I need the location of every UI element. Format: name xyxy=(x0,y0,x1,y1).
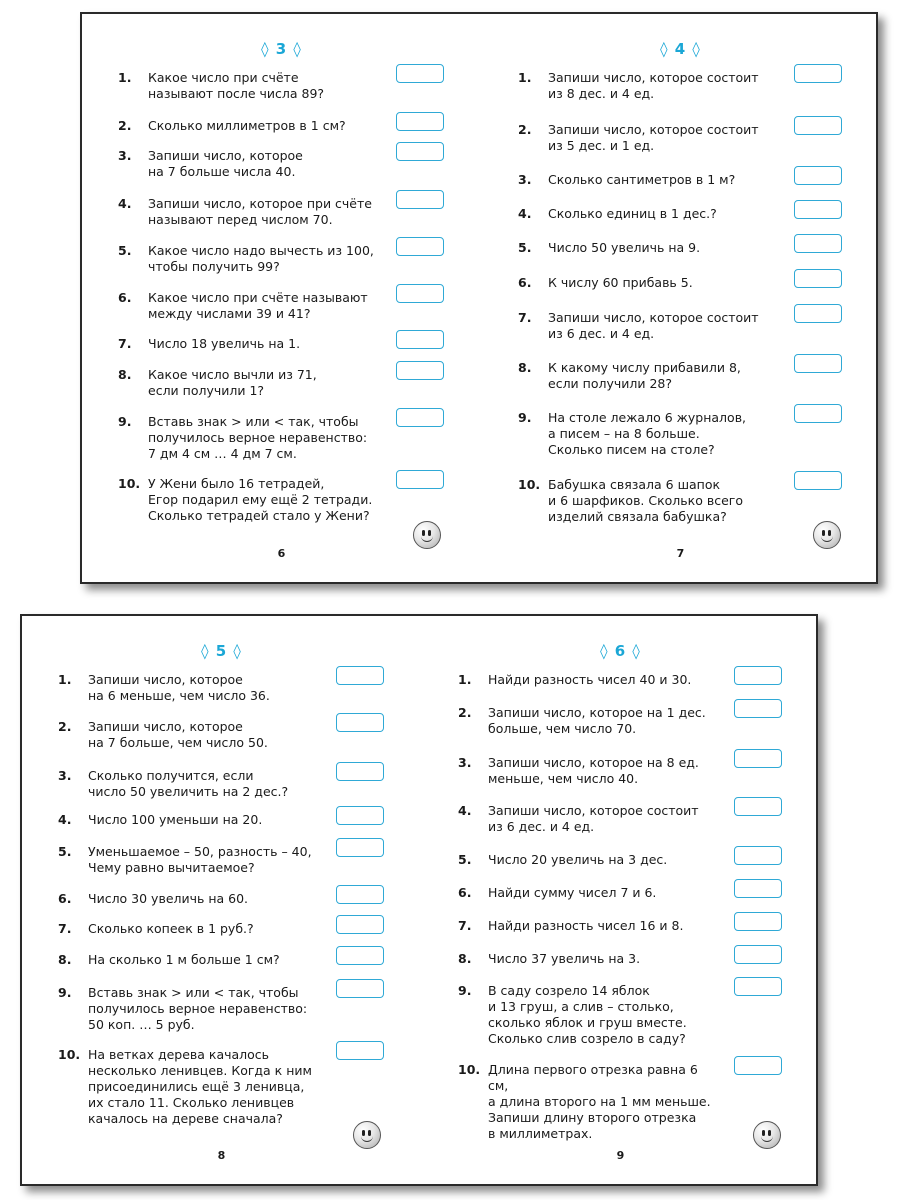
question-text: Запиши число, которое состоит из 6 дес. и 4 ед. xyxy=(548,310,759,341)
answer-box[interactable] xyxy=(336,838,384,857)
answer-box[interactable] xyxy=(336,885,384,904)
answer-box[interactable] xyxy=(336,806,384,825)
answer-box[interactable] xyxy=(794,404,842,423)
question-text: Найди разность чисел 16 и 8. xyxy=(488,918,684,933)
answer-box[interactable] xyxy=(794,269,842,288)
page-number: 9 xyxy=(616,1149,625,1162)
answer-box[interactable] xyxy=(396,361,444,380)
answer-box[interactable] xyxy=(396,470,444,489)
question-text: Бабушка связала 6 шапок и 6 шарфиков. Сколько всего изделий связала бабушка? xyxy=(548,477,743,524)
page-6 xyxy=(82,14,481,582)
question-number: 3. xyxy=(58,768,72,783)
answer-box[interactable] xyxy=(794,116,842,135)
question-number: 1. xyxy=(58,672,72,687)
question-number: 1. xyxy=(458,672,472,687)
page-title: ◊ 5 ◊ xyxy=(201,642,242,660)
answer-box[interactable] xyxy=(734,977,782,996)
answer-box[interactable] xyxy=(794,471,842,490)
question-text: Сколько копеек в 1 руб.? xyxy=(88,921,254,936)
question-text: Запиши число, которое на 1 дес. больше, чем число 70. xyxy=(488,705,706,736)
answer-box[interactable] xyxy=(734,945,782,964)
question-number: 7. xyxy=(458,918,472,933)
question-number: 8. xyxy=(58,952,72,967)
question-text: Сколько миллиметров в 1 см? xyxy=(148,118,346,133)
question-text: Число 37 увеличь на 3. xyxy=(488,951,641,966)
question-text: Какое число при счёте называют между числами 39 и 41? xyxy=(148,290,368,321)
page-title: ◊ 4 ◊ xyxy=(660,40,701,58)
question-number: 3. xyxy=(518,172,532,187)
question-text: Запиши число, которое на 7 больше числа 40. xyxy=(148,148,303,179)
answer-box[interactable] xyxy=(734,699,782,718)
question-text: Число 20 увеличь на 3 дес. xyxy=(488,852,668,867)
question-number: 5. xyxy=(458,852,472,867)
question-text: Сколько сантиметров в 1 м? xyxy=(548,172,736,187)
answer-box[interactable] xyxy=(336,915,384,934)
question-number: 4. xyxy=(518,206,532,221)
page-title: ◊ 6 ◊ xyxy=(600,642,641,660)
smiley-face-icon xyxy=(353,1121,381,1149)
answer-box[interactable] xyxy=(336,762,384,781)
question-text: К числу 60 прибавь 5. xyxy=(548,275,693,290)
answer-box[interactable] xyxy=(336,946,384,965)
question-text: Запиши число, которое на 8 ед. меньше, чем число 40. xyxy=(488,755,699,786)
question-text: Найди сумму чисел 7 и 6. xyxy=(488,885,657,900)
question-text: Запиши число, которое на 6 меньше, чем число 36. xyxy=(88,672,270,703)
question-number: 3. xyxy=(118,148,132,163)
answer-box[interactable] xyxy=(734,846,782,865)
answer-box[interactable] xyxy=(734,879,782,898)
question-text: Число 30 увеличь на 60. xyxy=(88,891,249,906)
question-number: 7. xyxy=(518,310,532,325)
answer-box[interactable] xyxy=(396,142,444,161)
answer-box[interactable] xyxy=(734,1056,782,1075)
question-text: У Жени было 16 тетрадей, Егор подарил ему ещё 2 тетради. Сколько тетрадей стало у Жени? xyxy=(148,476,373,523)
answer-box[interactable] xyxy=(734,797,782,816)
answer-box[interactable] xyxy=(396,284,444,303)
question-number: 5. xyxy=(518,240,532,255)
page-number: 6 xyxy=(277,547,286,560)
question-text: Запиши число, которое при счёте называют перед числом 70. xyxy=(148,196,372,227)
question-number: 5. xyxy=(58,844,72,859)
answer-box[interactable] xyxy=(794,166,842,185)
page-title: ◊ 3 ◊ xyxy=(261,40,302,58)
answer-box[interactable] xyxy=(396,330,444,349)
question-text: Сколько получится, если число 50 увеличить на 2 дес.? xyxy=(88,768,289,799)
page-9 xyxy=(421,616,820,1184)
question-text: Запиши число, которое состоит из 6 дес. и 4 ед. xyxy=(488,803,699,834)
question-number: 2. xyxy=(118,118,132,133)
answer-box[interactable] xyxy=(734,749,782,768)
question-number: 6. xyxy=(518,275,532,290)
question-number: 4. xyxy=(58,812,72,827)
page-number: 7 xyxy=(676,547,685,560)
question-number: 9. xyxy=(58,985,72,1000)
question-text: Вставь знак > или < так, чтобы получилось верное неравенство: 50 коп. … 5 руб. xyxy=(88,985,308,1032)
question-number: 6. xyxy=(458,885,472,900)
answer-box[interactable] xyxy=(336,979,384,998)
page-8 xyxy=(22,616,421,1184)
question-text: Какое число вычли из 71, если получили 1? xyxy=(148,367,317,398)
answer-box[interactable] xyxy=(336,1041,384,1060)
question-number: 6. xyxy=(58,891,72,906)
answer-box[interactable] xyxy=(336,713,384,732)
answer-box[interactable] xyxy=(336,666,384,685)
question-text: В саду созрело 14 яблок и 13 груш, а слив – столько, сколько яблок и груш вместе. Сколько слив созрело в саду? xyxy=(488,983,687,1046)
question-text: На столе лежало 6 журналов, а писем – на 8 больше. Сколько писем на столе? xyxy=(548,410,747,457)
answer-box[interactable] xyxy=(734,912,782,931)
question-number: 1. xyxy=(518,70,532,85)
answer-box[interactable] xyxy=(794,304,842,323)
question-text: Длина первого отрезка равна 6 см, а длина второго на 1 мм меньше. Запиши длину второго отрезка в миллиметрах. xyxy=(488,1062,711,1141)
question-number: 10. xyxy=(118,476,141,491)
question-number: 7. xyxy=(58,921,72,936)
question-text: Запиши число, которое на 7 больше, чем число 50. xyxy=(88,719,268,750)
question-text: Какое число надо вычесть из 100, чтобы получить 99? xyxy=(148,243,374,274)
question-number: 8. xyxy=(458,951,472,966)
question-number: 8. xyxy=(518,360,532,375)
question-text: На ветках дерева качалось несколько ленивцев. Когда к ним присоединились ещё 3 ленивца, их стало 11. Сколько ленивцев качалось на дереве сначала? xyxy=(88,1047,312,1126)
book-spread-top xyxy=(80,12,878,584)
question-number: 9. xyxy=(518,410,532,425)
question-number: 4. xyxy=(118,196,132,211)
answer-box[interactable] xyxy=(734,666,782,685)
question-number: 5. xyxy=(118,243,132,258)
smiley-face-icon xyxy=(813,521,841,549)
question-number: 6. xyxy=(118,290,132,305)
question-number: 2. xyxy=(58,719,72,734)
question-number: 9. xyxy=(458,983,472,998)
smiley-face-icon xyxy=(753,1121,781,1149)
answer-box[interactable] xyxy=(396,112,444,131)
question-text: Число 18 увеличь на 1. xyxy=(148,336,301,351)
question-number: 10. xyxy=(458,1062,481,1077)
question-number: 1. xyxy=(118,70,132,85)
question-text: Вставь знак > или < так, чтобы получилось верное неравенство: 7 дм 4 см … 4 дм 7 см. xyxy=(148,414,368,461)
question-text: Сколько единиц в 1 дес.? xyxy=(548,206,717,221)
question-number: 7. xyxy=(118,336,132,351)
question-text: Число 50 увеличь на 9. xyxy=(548,240,701,255)
answer-box[interactable] xyxy=(794,64,842,83)
question-text: Уменьшаемое – 50, разность – 40, Чему равно вычитаемое? xyxy=(88,844,312,875)
question-number: 3. xyxy=(458,755,472,770)
question-number: 9. xyxy=(118,414,132,429)
answer-box[interactable] xyxy=(396,237,444,256)
answer-box[interactable] xyxy=(794,354,842,373)
question-text: Число 100 уменьши на 20. xyxy=(88,812,263,827)
question-number: 2. xyxy=(518,122,532,137)
question-text: К какому числу прибавили 8, если получили 28? xyxy=(548,360,741,391)
page-number: 8 xyxy=(217,1149,226,1162)
book-spread-bottom xyxy=(20,614,818,1186)
question-text: Запиши число, которое состоит из 5 дес. и 1 ед. xyxy=(548,122,759,153)
answer-box[interactable] xyxy=(396,64,444,83)
question-text: Запиши число, которое состоит из 8 дес. и 4 ед. xyxy=(548,70,759,101)
question-text: Найди разность чисел 40 и 30. xyxy=(488,672,692,687)
question-number: 10. xyxy=(518,477,541,492)
question-text: На сколько 1 м больше 1 см? xyxy=(88,952,280,967)
question-number: 8. xyxy=(118,367,132,382)
answer-box[interactable] xyxy=(794,234,842,253)
answer-box[interactable] xyxy=(794,200,842,219)
question-number: 2. xyxy=(458,705,472,720)
answer-box[interactable] xyxy=(396,190,444,209)
question-number: 4. xyxy=(458,803,472,818)
question-number: 10. xyxy=(58,1047,81,1062)
question-text: Какое число при счёте называют после числа 89? xyxy=(148,70,325,101)
page-7 xyxy=(481,14,880,582)
smiley-face-icon xyxy=(413,521,441,549)
answer-box[interactable] xyxy=(396,408,444,427)
